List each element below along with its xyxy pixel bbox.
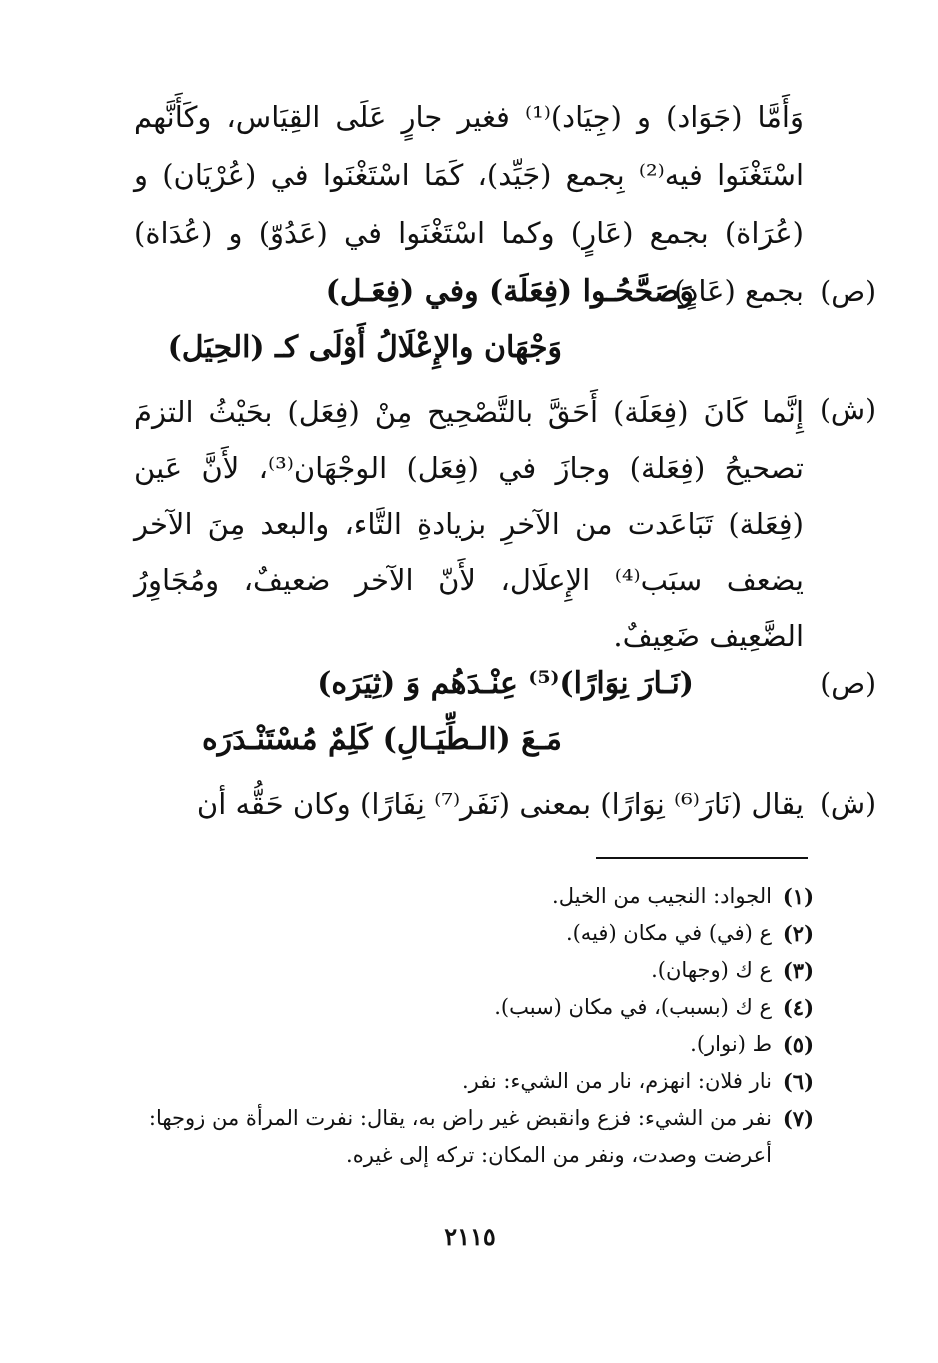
entry-marker-verse-2: (ص) bbox=[820, 667, 876, 700]
page-number: ٢١١٥ bbox=[444, 1222, 496, 1251]
footnote-text: ع ك (وجهان). bbox=[651, 958, 772, 982]
footnote-text: ع (في) في مكان (فيه). bbox=[565, 921, 772, 945]
verse-1-line-2: وَجْهَان والإِعْلَالُ أَوْلَى كـ (الحِيَل) bbox=[167, 330, 562, 365]
footnote-number: (١) bbox=[782, 884, 814, 909]
commentary-1-text: إِنَّما كَانَ (فِعَلَة) أَحَقَّ بالتَّصْحِيح مِنْ (فِعَل) بحَيْثُ التزمَ تصحيحُ (فِعَلة) وجازَ في (فِعَل) الوجْهَان⁽³⁾، لأَنَّ عَين (فِعَلة) تَبَاعَدت من الآخرِ بزيادةِ التَّاء، والبعد مِنَ الآخر يضعف سبَب⁽⁴⁾ الإِعلَال، لأَنّ الآخر ضعيفٌ، ومُجَاوِرُ الضَّعِيف ضَعِيفٌ. bbox=[134, 395, 804, 653]
footnote-item bbox=[134, 989, 814, 1026]
footnote-item bbox=[134, 915, 814, 952]
footnote-text: الجواد: النجيب من الخيل. bbox=[552, 884, 772, 908]
footnote-separator bbox=[596, 857, 808, 859]
footnote-number: (٢) bbox=[782, 921, 814, 946]
footnotes-list bbox=[134, 878, 814, 1174]
footnote-text: نار فلان: انهزم، نار من الشيء: نفر. bbox=[462, 1069, 772, 1093]
verse-2-line-1: (نَـارَ نِوَارًا)⁽⁵⁾ عِنْـدَهُم وَ (ثِيَرَه) bbox=[317, 666, 694, 701]
footnote-number: (٤) bbox=[782, 995, 814, 1020]
verse-1-line-1: وَصَحَّحُـوا (فِعَلَة) وفي (فِعَـل) bbox=[325, 274, 694, 309]
entry-marker-commentary-1: (ش) bbox=[819, 393, 876, 426]
footnote-number: (٥) bbox=[782, 1032, 814, 1057]
footnote-number: (٣) bbox=[782, 958, 814, 983]
verse-2-line-2: مَـعَ (الـطِّيَـالِ) كَلِمٌ مُسْتَنْـدَرَه bbox=[201, 722, 562, 757]
footnote-text: نفر من الشيء: فزع وانقبض غير راض به، يقال: نفرت المرأة من زوجها: أعرضت وصدت، ونفر من المكان: تركه إلى غيره. bbox=[148, 1106, 772, 1167]
footnote-text: ط (نوار). bbox=[690, 1032, 772, 1056]
footnote-item bbox=[134, 878, 814, 915]
entry-marker-verse-1: (ص) bbox=[820, 275, 876, 308]
footnote-text: ع ك (بسبب)، في مكان (سبب). bbox=[494, 995, 772, 1019]
footnote-item bbox=[134, 952, 814, 989]
footnote-item bbox=[134, 1063, 814, 1100]
footnote-number: (٧) bbox=[782, 1106, 814, 1131]
opening-paragraph: وَأَمَّا (جَوَاد) و (جِيَاد)⁽¹⁾ فغير جارٍ عَلَى القِيَاس، وكَأَنَّهم اسْتَغْنَوا فيه⁽²⁾ بِجمع (جَيِّد)، كَمَا اسْتَغْنَوا في (عُرْيَان) و (عُرَاة) بجمع (عَارٍ) وكما اسْتَغْنَوا في (عَدُوّ) و (عُدَاة) بجمع (عَادٍ). bbox=[134, 100, 805, 308]
footnote-item bbox=[134, 1100, 814, 1174]
commentary-2-text: يقال (نَارَ⁽⁶⁾ نِوَارًا) بمعنى (نَفَر⁽⁷⁾ نِفَارًا) وكان حَقُّه أن bbox=[196, 787, 804, 821]
footnote-number: (٦) bbox=[782, 1069, 814, 1094]
footnote-item bbox=[134, 1026, 814, 1063]
entry-marker-commentary-2: (ش) bbox=[819, 787, 876, 820]
